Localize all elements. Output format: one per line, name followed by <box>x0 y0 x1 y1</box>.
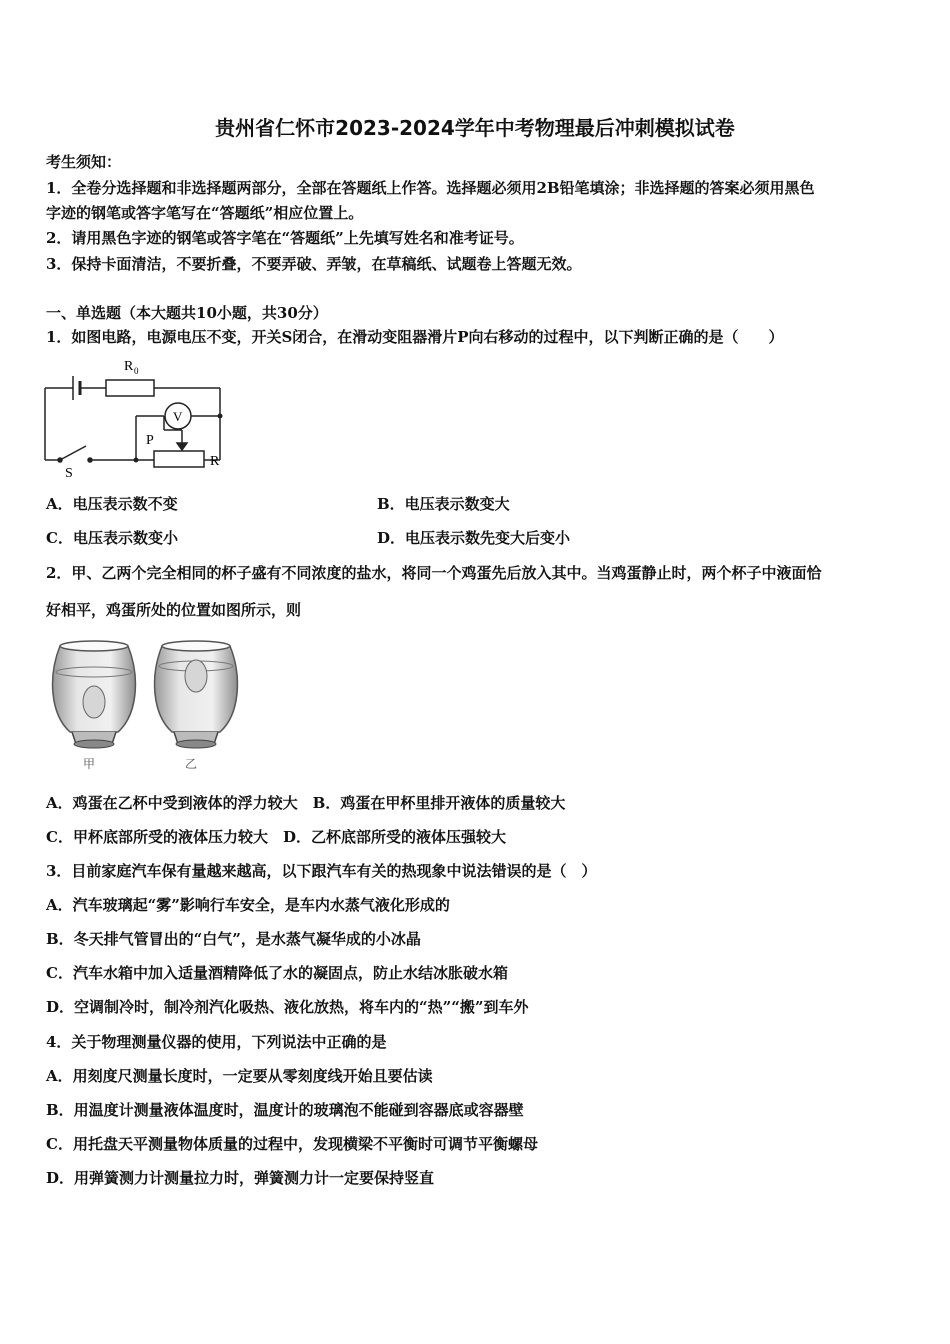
egg-yi <box>185 660 207 692</box>
q4-option-c: C．用托盘天平测量物体质量的过程中，发现横梁不平衡时可调节平衡螺母 <box>46 1135 538 1153</box>
q2-options-row-1: A．鸡蛋在乙杯中受到液体的浮力较大 B．鸡蛋在甲杯里排开液体的质量较大 <box>46 794 566 812</box>
cups-figure <box>46 636 246 776</box>
switch-blade <box>60 446 86 460</box>
label-s: S <box>65 466 73 480</box>
question-4-stem: 4．关于物理测量仪器的使用，下列说法中正确的是 <box>46 1033 387 1051</box>
resistor-r0 <box>106 380 154 396</box>
q4-option-d: D．用弹簧测力计测量拉力时，弹簧测力计一定要保持竖直 <box>46 1169 435 1187</box>
q2-options-row-2: C．甲杯底部所受的液体压力较大 D．乙杯底部所受的液体压强较大 <box>46 828 506 846</box>
notice-item: 3．保持卡面清洁，不要折叠，不要弄破、弄皱，在草稿纸、试题卷上答题无效。 <box>46 255 582 273</box>
label-v: V <box>173 409 183 424</box>
question-2-stem: 2．甲、乙两个完全相同的杯子盛有不同浓度的盐水，将同一个鸡蛋先后放入其中。当鸡蛋静止时，两个杯子中液面恰 <box>46 564 822 582</box>
q1-option-c: C．电压表示数变小 <box>46 529 178 547</box>
egg-jia <box>83 686 105 718</box>
notice-heading: 考生须知： <box>46 153 122 171</box>
q4-option-b: B．用温度计测量液体温度时，温度计的玻璃泡不能碰到容器底或容器壁 <box>46 1101 524 1119</box>
cup-label-yi: 乙 <box>185 757 198 771</box>
rheostat-r <box>154 451 204 467</box>
cup-jia <box>53 641 136 748</box>
label-p: P <box>146 433 154 448</box>
notice-item: 1．全卷分选择题和非选择题两部分，全部在答题纸上作答。选择题必须用2B铅笔填涂；非选择题的答案必须用黑色 <box>46 179 815 197</box>
label-r0: R <box>124 359 134 374</box>
q1-option-d: D．电压表示数先变大后变小 <box>377 529 571 547</box>
label-r: R <box>210 454 220 469</box>
notice-item: 字迹的钢笔或答字笔写在“答题纸”相应位置上。 <box>46 204 364 222</box>
q3-option-a: A．汽车玻璃起“雾”影响行车安全，是车内水蒸气液化形成的 <box>46 896 450 914</box>
q3-option-b: B．冬天排气管冒出的“白气”，是水蒸气凝华成的小冰晶 <box>46 930 421 948</box>
label-r0-subscript: 0 <box>134 366 139 376</box>
q1-option-a: A．电压表示数不变 <box>46 495 178 513</box>
cup-yi <box>155 641 238 748</box>
q3-option-c: C．汽车水箱中加入适量酒精降低了水的凝固点，防止水结冰胀破水箱 <box>46 964 508 982</box>
notice-item: 2．请用黑色字迹的钢笔或答字笔在“答题纸”上先填写姓名和准考证号。 <box>46 229 524 247</box>
section-heading: 一、单选题（本大题共10小题，共30分） <box>46 304 328 322</box>
circuit-diagram <box>40 350 240 480</box>
q4-option-a: A．用刻度尺测量长度时，一定要从零刻度线开始且要估读 <box>46 1067 433 1085</box>
page-title: 贵州省仁怀市2023-2024学年中考物理最后冲刺模拟试卷 <box>215 116 735 140</box>
question-1-stem: 1．如图电路，电源电压不变，开关S闭合，在滑动变阻器滑片P向右移动的过程中，以下判断正确的是（ ） <box>46 328 784 346</box>
q3-option-d: D．空调制冷时，制冷剂汽化吸热、液化放热，将车内的“热”“搬”到车外 <box>46 998 529 1016</box>
question-2-stem-cont: 好相平，鸡蛋所处的位置如图所示，则 <box>46 601 302 619</box>
question-3-stem: 3．目前家庭汽车保有量越来越高，以下跟汽车有关的热现象中说法错误的是（ ） <box>46 862 597 880</box>
q1-option-b: B．电压表示数变大 <box>377 495 510 513</box>
cup-label-jia: 甲 <box>83 757 96 771</box>
slider-arrow <box>177 443 187 450</box>
